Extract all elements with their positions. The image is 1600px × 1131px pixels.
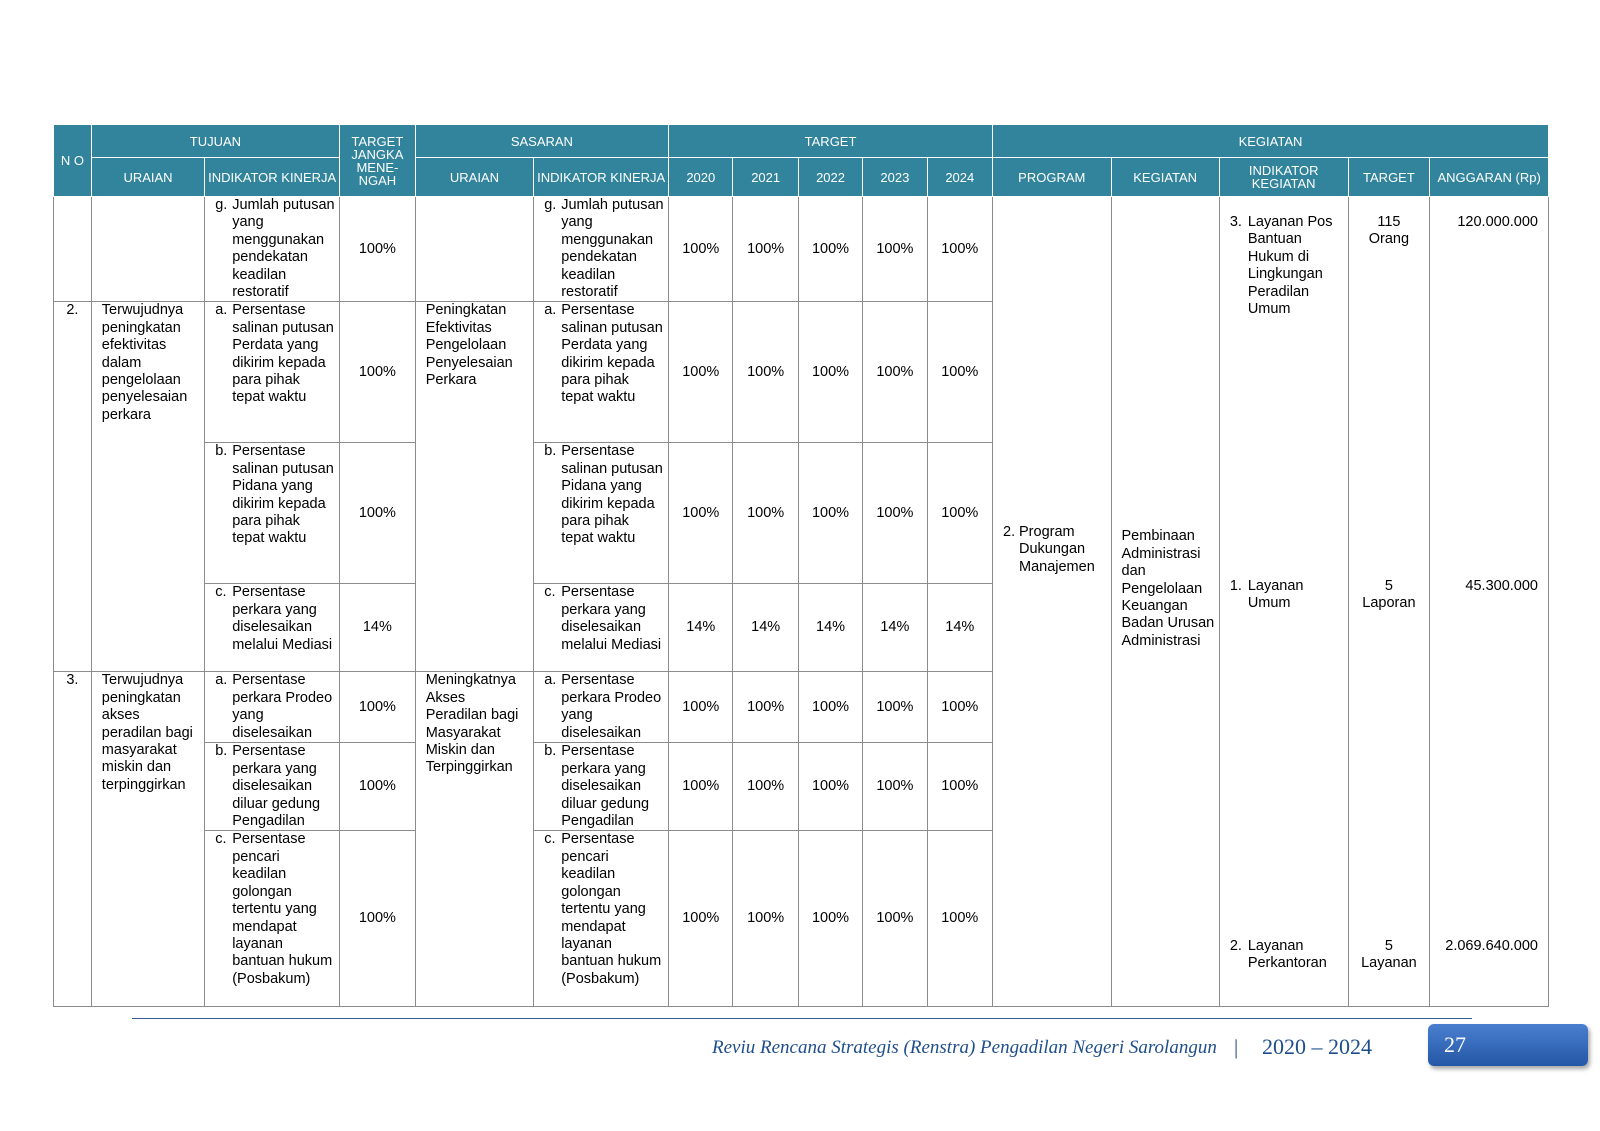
target-2023: 100% xyxy=(863,672,927,743)
indicator-letter: b. xyxy=(544,743,557,760)
footer-years: 2020 – 2024 xyxy=(1262,1034,1372,1059)
header-year-2020: 2020 xyxy=(669,158,733,197)
tujuan-uraian xyxy=(91,197,204,302)
target-jangka-menengah: 100% xyxy=(340,443,416,584)
indicator-text: Persentase perkara yang diselesaikan diluar gedung Pengadilan xyxy=(232,743,321,830)
tujuan-indikator xyxy=(205,672,340,743)
header-target-jangka-menengah: TARGET JANGKA MENE-NGAH xyxy=(340,125,416,197)
indicator-text: Persentase salinan putusan Perdata yang dikirim kepada para pihak tepat waktu xyxy=(561,302,663,406)
indicator-letter: c. xyxy=(544,831,556,848)
target-2024: 100% xyxy=(927,302,992,443)
target-2022: 100% xyxy=(798,831,862,1007)
target-2022: 100% xyxy=(798,197,862,302)
header-target: TARGET xyxy=(669,125,993,158)
target-2021: 100% xyxy=(733,197,798,302)
tujuan-indikator xyxy=(205,197,340,302)
kegiatan-item-number: 3. xyxy=(1229,214,1242,230)
indicator-letter: b. xyxy=(215,443,228,460)
indicator-letter: c. xyxy=(215,584,227,601)
target-jangka-menengah: 100% xyxy=(340,672,416,743)
indicator-letter: c. xyxy=(215,831,227,848)
renstra-table xyxy=(53,124,1549,1007)
sasaran-indikator xyxy=(534,743,669,831)
kegiatan-item-number: 1. xyxy=(1229,578,1242,594)
target-2023: 100% xyxy=(863,831,927,1007)
indicator-text: Persentase perkara yang diselesaikan diluar gedung Pengadilan xyxy=(561,743,650,830)
kegiatan-item-number: 2. xyxy=(1229,938,1242,954)
header-target-kegiatan: TARGET xyxy=(1348,158,1430,197)
indikator-kegiatan-cell xyxy=(1219,197,1348,1007)
tujuan-indikator xyxy=(205,831,340,1007)
target-kegiatan-cell xyxy=(1348,197,1430,1007)
kegiatan-item-text: Layanan Umum xyxy=(1247,578,1304,612)
target-2022: 100% xyxy=(798,302,862,443)
indicator-text: Persentase pencari keadilan golongan tertentu yang mendapat layanan bantuan hukum (Posbakum) xyxy=(232,831,333,987)
target-2023: 14% xyxy=(863,584,927,672)
row-number: 2. xyxy=(54,302,92,672)
target-2024: 100% xyxy=(927,197,992,302)
page-number-badge xyxy=(1428,1024,1588,1066)
target-2023: 100% xyxy=(863,443,927,584)
indicator-letter: a. xyxy=(215,302,228,319)
indicator-text: Persentase perkara yang diselesaikan melalui Mediasi xyxy=(232,584,333,653)
program-number: 2. xyxy=(1003,523,1016,540)
target-2022: 100% xyxy=(798,443,862,584)
footer-separator: | xyxy=(1234,1035,1239,1059)
target-2023: 100% xyxy=(863,302,927,443)
kegiatan-item-anggaran: 120.000.000 xyxy=(1457,214,1538,230)
sasaran-uraian xyxy=(415,672,534,1007)
target-jangka-menengah: 100% xyxy=(340,831,416,1007)
kegiatan-item-target: 5 Laporan xyxy=(1362,578,1416,612)
target-2024: 100% xyxy=(927,831,992,1007)
tujuan-text: Terwujudnya peningkatan efektivitas dalam pengelolaan penyelesaian perkara xyxy=(101,302,188,423)
target-jangka-menengah: 100% xyxy=(340,743,416,831)
header-program: PROGRAM xyxy=(993,158,1112,197)
header-indikator-kegiatan: INDIKATOR KEGIATAN xyxy=(1219,158,1348,197)
target-2024: 14% xyxy=(927,584,992,672)
indicator-text: Persentase salinan putusan Pidana yang dikirim kepada para pihak tepat waktu xyxy=(232,443,334,547)
indicator-text: Jumlah putusan yang menggunakan pendekatan keadilan restoratif xyxy=(561,197,664,301)
target-2021: 100% xyxy=(733,302,798,443)
kegiatan-item-target: 5 Layanan xyxy=(1361,938,1417,972)
sasaran-indikator xyxy=(534,443,669,584)
sasaran-indikator xyxy=(534,302,669,443)
tujuan-indikator xyxy=(205,302,340,443)
header-year-2023: 2023 xyxy=(863,158,927,197)
header-kegiatan-group: KEGIATAN xyxy=(993,125,1549,158)
target-jangka-menengah: 14% xyxy=(340,584,416,672)
header-tujuan: TUJUAN xyxy=(91,125,339,158)
footer-title: Reviu Rencana Strategis (Renstra) Pengadilan Negeri Sarolangun xyxy=(712,1037,1217,1058)
tujuan-text: Terwujudnya peningkatan akses peradilan bagi masyarakat miskin dan terpinggirkan xyxy=(101,672,193,793)
anggaran-cell xyxy=(1430,197,1549,1007)
indicator-letter: a. xyxy=(544,302,557,319)
target-2020: 14% xyxy=(669,584,733,672)
indicator-text: Persentase perkara Prodeo yang diselesaikan xyxy=(561,672,662,741)
target-2020: 100% xyxy=(669,743,733,831)
target-2020: 100% xyxy=(669,302,733,443)
header-year-2024: 2024 xyxy=(927,158,992,197)
target-2022: 14% xyxy=(798,584,862,672)
target-jangka-menengah: 100% xyxy=(340,302,416,443)
target-2020: 100% xyxy=(669,672,733,743)
indicator-letter: b. xyxy=(544,443,557,460)
target-2022: 100% xyxy=(798,743,862,831)
header-sasaran: SASARAN xyxy=(415,125,668,158)
target-2024: 100% xyxy=(927,743,992,831)
indicator-letter: a. xyxy=(215,672,228,689)
indicator-letter: c. xyxy=(544,584,556,601)
target-2021: 100% xyxy=(733,443,798,584)
header-kegiatan: KEGIATAN xyxy=(1111,158,1219,197)
sasaran-uraian xyxy=(415,302,534,672)
indicator-letter: g. xyxy=(544,197,557,213)
tujuan-uraian xyxy=(91,672,204,1007)
kegiatan-item-text: Layanan Perkantoran xyxy=(1247,938,1327,972)
sasaran-indikator xyxy=(534,197,669,302)
program-cell xyxy=(993,197,1112,1007)
target-2023: 100% xyxy=(863,197,927,302)
indicator-letter: g. xyxy=(215,197,228,213)
sasaran-indikator xyxy=(534,584,669,672)
target-2022: 100% xyxy=(798,672,862,743)
kegiatan-cell xyxy=(1111,197,1219,1007)
program-text: Program Dukungan Manajemen xyxy=(1019,523,1095,575)
indicator-text: Persentase salinan putusan Perdata yang dikirim kepada para pihak tepat waktu xyxy=(232,302,334,406)
kegiatan-item-target: 115 Orang xyxy=(1368,214,1410,248)
target-2024: 100% xyxy=(927,443,992,584)
header-anggaran: ANGGARAN (Rp) xyxy=(1430,158,1549,197)
indicator-text: Persentase perkara Prodeo yang diselesaikan xyxy=(232,672,333,741)
table-row xyxy=(54,197,1549,302)
tujuan-uraian xyxy=(91,302,204,672)
sasaran-uraian xyxy=(415,197,534,302)
header-sasaran-uraian: URAIAN xyxy=(415,158,534,197)
indicator-text: Persentase perkara yang diselesaikan melalui Mediasi xyxy=(561,584,662,653)
row-number xyxy=(54,197,92,302)
target-2021: 100% xyxy=(733,831,798,1007)
footer-divider xyxy=(132,1018,1472,1019)
header-year-2021: 2021 xyxy=(733,158,798,197)
sasaran-text: Peningkatan Efektivitas Pengelolaan Penyelesaian Perkara xyxy=(425,302,513,389)
target-2023: 100% xyxy=(863,743,927,831)
header-year-2022: 2022 xyxy=(798,158,862,197)
header-sasaran-indikator: INDIKATOR KINERJA xyxy=(534,158,669,197)
target-2021: 100% xyxy=(733,743,798,831)
indicator-text: Persentase pencari keadilan golongan tertentu yang mendapat layanan bantuan hukum (Posbakum) xyxy=(561,831,662,987)
target-2020: 100% xyxy=(669,443,733,584)
indicator-text: Persentase salinan putusan Pidana yang dikirim kepada para pihak tepat waktu xyxy=(561,443,663,547)
page-number: 27 xyxy=(1444,1032,1466,1057)
sasaran-text: Meningkatnya Akses Peradilan bagi Masyarakat Miskin dan Terpinggirkan xyxy=(425,672,519,776)
indicator-letter: a. xyxy=(544,672,557,689)
kegiatan-item-text: Layanan Pos Bantuan Hukum di Lingkungan Peradilan Umum xyxy=(1247,214,1333,318)
kegiatan-item-anggaran: 2.069.640.000 xyxy=(1445,938,1538,954)
row-number: 3. xyxy=(54,672,92,1007)
tujuan-indikator xyxy=(205,743,340,831)
sasaran-indikator xyxy=(534,672,669,743)
tujuan-indikator xyxy=(205,584,340,672)
target-2020: 100% xyxy=(669,197,733,302)
header-tujuan-indikator: INDIKATOR KINERJA xyxy=(205,158,340,197)
indicator-text: Jumlah putusan yang menggunakan pendekatan keadilan restoratif xyxy=(232,197,335,301)
target-2021: 100% xyxy=(733,672,798,743)
sasaran-indikator xyxy=(534,831,669,1007)
header-no: N O xyxy=(54,125,92,197)
target-2021: 14% xyxy=(733,584,798,672)
tujuan-indikator xyxy=(205,443,340,584)
target-2020: 100% xyxy=(669,831,733,1007)
target-jangka-menengah: 100% xyxy=(340,197,416,302)
header-tujuan-uraian: URAIAN xyxy=(91,158,204,197)
indicator-letter: b. xyxy=(215,743,228,760)
kegiatan-text: Pembinaan Administrasi dan Pengelolaan Keuangan Badan Urusan Administrasi xyxy=(1121,528,1215,649)
target-2024: 100% xyxy=(927,672,992,743)
kegiatan-item-anggaran: 45.300.000 xyxy=(1465,578,1538,594)
